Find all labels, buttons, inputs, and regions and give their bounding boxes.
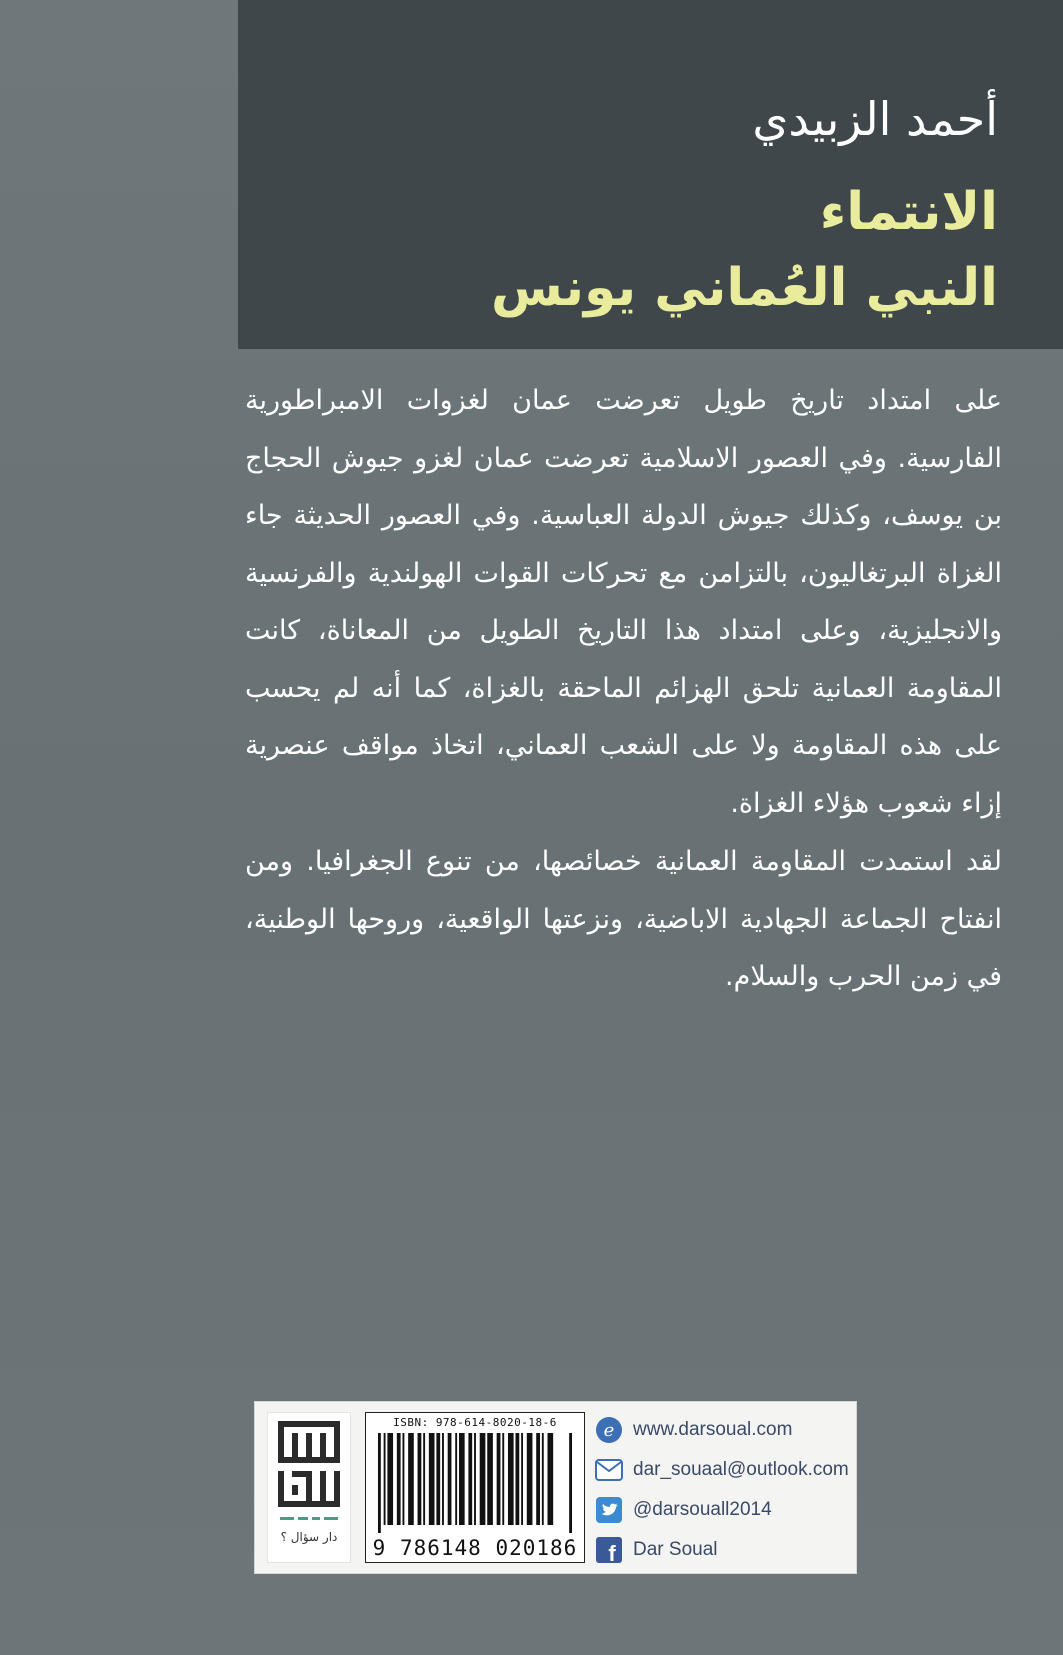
author-name: أحمد الزبيدي bbox=[752, 92, 998, 146]
isbn-label: ISBN: 978-614-8020-18-6 bbox=[393, 1416, 557, 1429]
contact-facebook[interactable] bbox=[595, 1530, 850, 1570]
contact-website[interactable] bbox=[595, 1410, 850, 1450]
barcode-digits: 9 786148 020186 bbox=[372, 1536, 578, 1560]
publisher-logo-caption: دار سؤال ؟ bbox=[280, 1530, 338, 1544]
publisher-logo bbox=[267, 1412, 351, 1563]
book-title-line-2: النبي العُماني يونس bbox=[491, 258, 998, 318]
contact-email[interactable] bbox=[595, 1450, 850, 1490]
globe-e-icon bbox=[595, 1416, 623, 1444]
header-band bbox=[238, 0, 1063, 349]
email-icon bbox=[595, 1456, 623, 1484]
twitter-icon bbox=[595, 1496, 623, 1524]
contact-twitter[interactable] bbox=[595, 1490, 850, 1530]
barcode-bars bbox=[378, 1433, 572, 1533]
publisher-contacts bbox=[595, 1410, 850, 1570]
blurb-paragraph-2: لقد استمدت المقاومة العمانية خصائصها، من تنوع الجغرافيا. ومن انفتاح الجماعة الجهادية الاباضية، ونزعتها الواقعية، وروحها الوطنية، في زمن الحرب والسلام. bbox=[245, 846, 1002, 992]
facebook-icon bbox=[595, 1536, 623, 1564]
publisher-logo-mark bbox=[268, 1413, 350, 1533]
svg-text:f: f bbox=[608, 1541, 616, 1564]
contact-twitter-text: @darsouall2014 bbox=[633, 1499, 772, 1520]
contact-email-text: dar_souaal@outlook.com bbox=[633, 1459, 849, 1480]
publisher-info-box bbox=[254, 1401, 857, 1574]
blurb bbox=[245, 372, 1002, 1006]
blurb-paragraph-1: على امتداد تاريخ طويل تعرضت عمان لغزوات الامبراطورية الفارسية. وفي العصور الاسلامية تعرضت عمان لغزو جيوش الحجاج بن يوسف، وكذلك جيوش الدولة العباسية. وفي العصور الحديثة جاء الغزاة البرتغاليون، بالتزامن مع تحركات القوات الهولندية والفرنسية والانجليزية، وعلى امتداد هذا التاريخ الطويل من المعاناة، كانت المقاومة العمانية تلحق الهزائم الماحقة بالغزاة، كما أنه لم يحسب على هذه المقاومة ولا على الشعب العماني، اتخاذ مواقف عنصرية إزاء شعوب هؤلاء الغزاة. bbox=[245, 385, 1002, 819]
svg-text:e: e bbox=[603, 1420, 615, 1441]
contact-website-text: www.darsoual.com bbox=[633, 1419, 793, 1440]
contact-facebook-text: Dar Soual bbox=[633, 1539, 718, 1560]
book-title-line-1: الانتماء bbox=[819, 182, 998, 242]
isbn-barcode bbox=[365, 1412, 585, 1563]
